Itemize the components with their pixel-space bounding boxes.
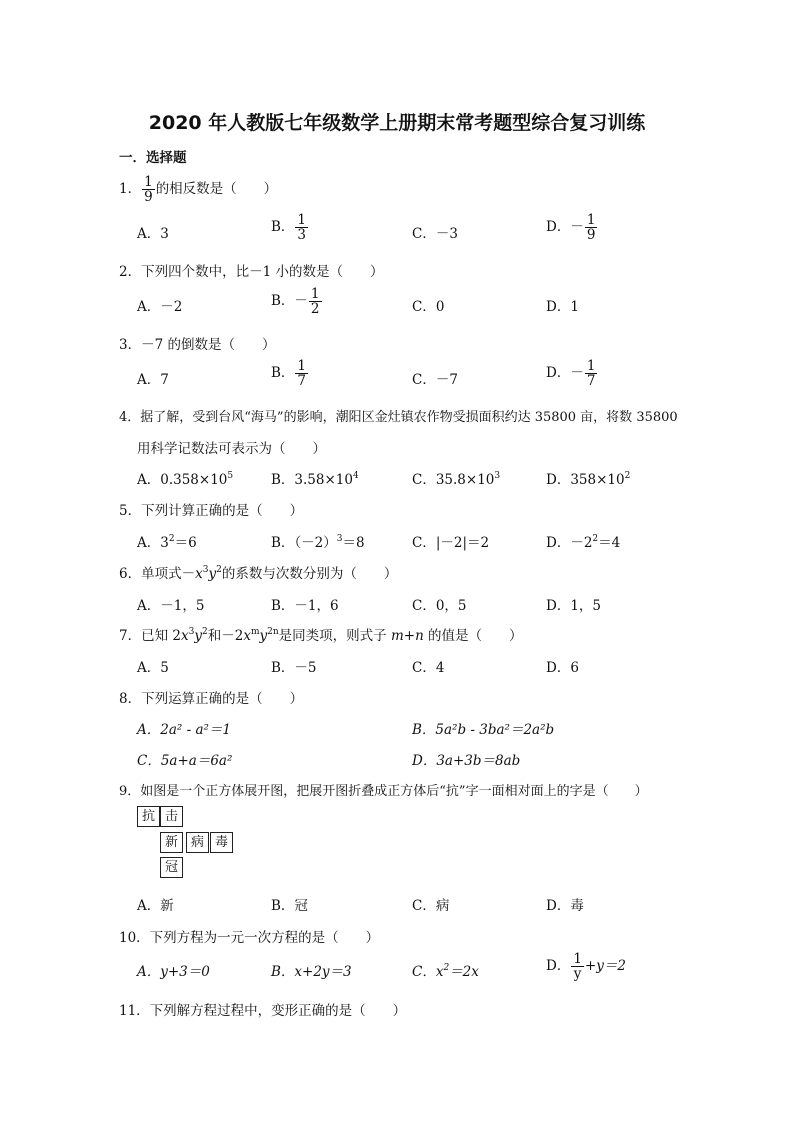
- option-b: B．x+2y＝3: [271, 964, 352, 980]
- question-8: 8．下列运算正确的是（ ）: [119, 691, 304, 707]
- net-cell: 冠: [160, 857, 183, 878]
- option-a: A．y+3＝0: [137, 964, 210, 980]
- option-c: C．4: [412, 660, 445, 676]
- net-cell: 新: [160, 832, 183, 853]
- question-11: 11．下列解方程过程中，变形正确的是（ ）: [119, 1003, 407, 1019]
- option-a: A．$0.358\times 10^5$: [137, 471, 234, 488]
- option-a: A．2a² - a²＝1: [137, 722, 231, 738]
- question-4-cont: 用科学记数法可表示为（ ）: [137, 441, 326, 457]
- option-b: B．$3.58\times 10^4$: [271, 471, 359, 488]
- option-d: D．$-2^2=4$: [546, 534, 621, 551]
- option-d: D．－ $\frac{1}{9}$: [546, 212, 596, 244]
- option-d: D．毒: [546, 898, 584, 914]
- option-c: C．$x^2=2x$: [412, 963, 479, 980]
- option-b: B． $\frac{1}{3}$: [271, 212, 307, 244]
- option-a: A．5: [137, 660, 169, 676]
- net-cell: 毒: [210, 832, 233, 853]
- option-c: C．0: [412, 299, 445, 315]
- question-text: 的相反数是（ ）: [155, 181, 278, 198]
- question-3: 3．－7 的倒数是（ ）: [119, 337, 276, 353]
- question-4: 4．据了解，受到台风“海马”的影响，潮阳区金灶镇农作物受损面积约达 35800 亩，将数 35800: [119, 410, 678, 425]
- option-b: B． $\frac{1}{7}$: [271, 358, 307, 390]
- net-cell: 抗: [137, 806, 160, 827]
- question-2: 2．下列四个数中，比－1 小的数是（ ）: [119, 264, 384, 280]
- option-c: C．0，5: [412, 598, 467, 614]
- net-cell: 击: [160, 806, 183, 827]
- option-a: A．新: [137, 898, 174, 914]
- question-9: 9．如图是一个正方体展开图，把展开图折叠成正方体后“抗”字一面相对面上的字是（ ）: [119, 784, 648, 799]
- option-c: C．|－2|＝2: [412, 535, 490, 551]
- question-5: 5．下列计算正确的是（ ）: [119, 503, 304, 519]
- question-6: 6．单项式$-x^3y^2$的系数与次数分别为（ ）: [119, 565, 398, 582]
- option-d: D．$358\times 10^2$: [546, 471, 631, 488]
- cube-net-diagram: [137, 806, 237, 882]
- option-c: C．－3: [412, 226, 458, 242]
- option-d: D． $\frac{1}{y}$ +y＝2: [546, 951, 626, 983]
- option-a: A．$3^2=6$: [137, 534, 197, 551]
- option-b: B．－1，6: [271, 598, 339, 614]
- net-cell: 病: [186, 832, 209, 853]
- page-title: 2020 年人教版七年级数学上册期末常考题型综合复习训练: [148, 112, 646, 134]
- section-heading: 一．选择题: [119, 150, 187, 166]
- option-b: B．－5: [271, 660, 317, 676]
- option-b: B．$(-2)^3=8$: [271, 534, 365, 551]
- option-b: B．冠: [271, 898, 308, 914]
- option-b: B．－ $\frac{1}{2}$: [271, 286, 320, 318]
- option-a: A．－1，5: [137, 598, 205, 614]
- option-d: D．1: [546, 299, 579, 315]
- question-number: 1．: [119, 181, 142, 198]
- question-10: 10．下列方程为一元一次方程的是（ ）: [119, 930, 380, 946]
- option-c: C．－7: [412, 372, 458, 388]
- option-d: D．3a+3b＝8ab: [412, 753, 521, 769]
- question-7: 7．已知 $2x^3y^2$和$-2x^my^{2n}$是同类项，则式子 m+n 的值是（ ）: [119, 627, 523, 644]
- option-d: D．－ $\frac{1}{7}$: [546, 358, 596, 390]
- question-1: [119, 175, 277, 204]
- option-a: A．7: [137, 372, 169, 388]
- option-d: D．6: [546, 660, 579, 676]
- option-b: B．5a²b - 3ba²＝2a²b: [412, 722, 555, 738]
- option-a: A．－2: [137, 299, 183, 315]
- option-a: A．3: [137, 226, 169, 242]
- option-d: D．1，5: [546, 598, 602, 614]
- option-c: C．5a+a＝6a²: [137, 753, 233, 769]
- fraction: $\frac{1}{9}$: [144, 174, 153, 206]
- option-c: C．$35.8\times 10^3$: [412, 471, 501, 488]
- option-c: C．病: [412, 898, 450, 914]
